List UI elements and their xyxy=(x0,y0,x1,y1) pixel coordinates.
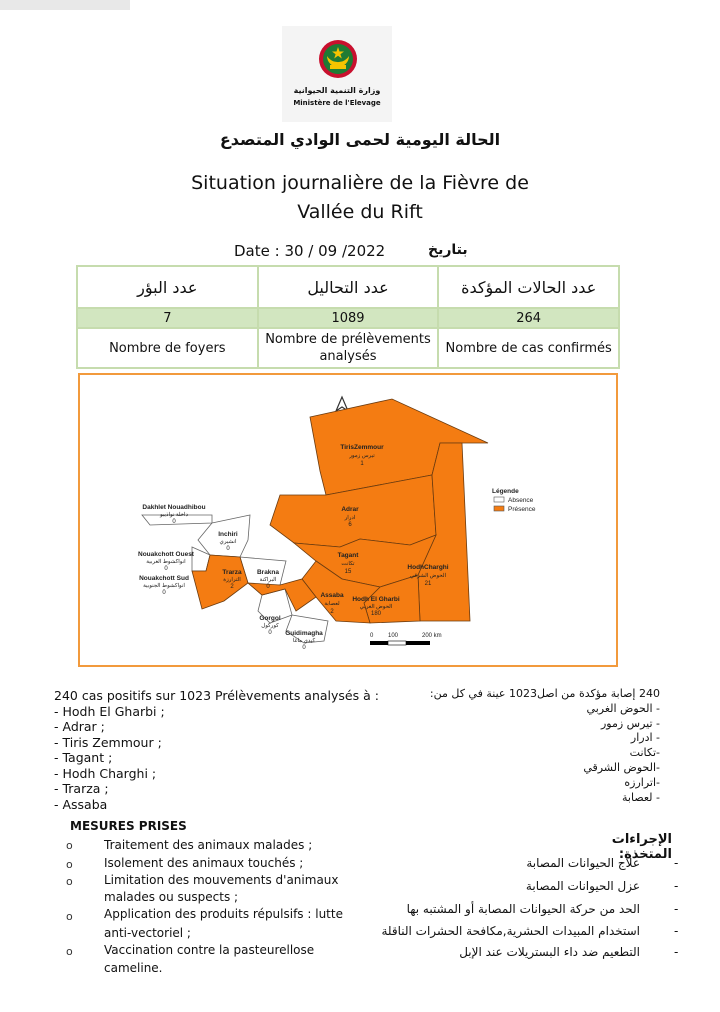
measure-fr-item: Isolement des animaux touchés ; xyxy=(104,856,304,870)
legend-title: Légende xyxy=(492,488,519,495)
cases-label-fr: Nombre de cas confirmés xyxy=(438,328,619,368)
map-label-tagant-val: 15 xyxy=(344,569,352,575)
map-label-tiris-val: 1 xyxy=(360,461,364,467)
summary-fr-item: - Trarza ; xyxy=(54,781,109,796)
stats-labels-row xyxy=(77,328,619,368)
summary-fr-item: - Tiris Zemmour ; xyxy=(54,734,162,750)
map-label-inchiri-ar: انشيري xyxy=(219,539,237,545)
analyses-value: 1089 xyxy=(258,308,439,328)
legend-presence-label: Présence xyxy=(508,506,536,513)
map-label-inchiri: Inchiri xyxy=(218,531,238,538)
map-label-nkc-sud: Nouakchott Sud xyxy=(139,575,189,582)
measure-fr-item: Traitement des animaux malades ; xyxy=(104,838,313,852)
page-title-ar: الحالة اليومية لحمى الوادي المتصدع xyxy=(219,130,501,149)
map-label-gorgol-val: 0 xyxy=(268,630,272,636)
map-label-nkc-ouest: Nouakchott Ouest xyxy=(138,551,194,558)
ministry-name-ar: وزارة التنمية الحيوانية xyxy=(293,86,381,95)
measure-ar-item: استخدام المبيدات الحشرية,مكافحة الحشرات الناقلة xyxy=(381,924,640,938)
map-label-dakhlet: Dakhlet Nouadhibou xyxy=(142,504,206,511)
map-label-brakna: Brakna xyxy=(256,569,280,576)
dash-icon: - xyxy=(674,879,679,893)
measure-fr-item: anti-vectoriel ; xyxy=(104,926,191,940)
summary-ar-intro: 240 إصابة مؤكدة من اصل1023 عينة في كل من: xyxy=(429,687,660,700)
bullet-icon: o xyxy=(66,945,73,958)
foyers-label-fr: Nombre de foyers xyxy=(77,328,258,368)
bullet-icon: o xyxy=(66,875,73,888)
map-label-hodh-charghi-ar: الحوض الشرقي xyxy=(409,573,447,579)
measure-fr-item: cameline. xyxy=(104,961,163,975)
map-label-nkc-sud-ar: انواكشوط الجنوبية xyxy=(143,583,185,589)
measure-fr-item: Limitation des mouvements d'animaux xyxy=(104,873,339,887)
dash-icon: - xyxy=(674,902,679,916)
summary-ar-item: - ادرار xyxy=(630,731,660,745)
map-legend xyxy=(492,488,536,513)
measure-ar-item: علاج الحيوانات المصابة xyxy=(526,856,640,870)
page-title-fr-line1: Situation journalière de la Fièvre de xyxy=(191,172,529,194)
summary-fr-item: - Adrar ; xyxy=(54,719,105,734)
measure-fr-item: Vaccination contre la pasteurellose xyxy=(104,943,315,957)
presence-regions xyxy=(192,399,488,623)
dash-icon: - xyxy=(674,856,679,870)
summary-fr-item: - Hodh Charghi ; xyxy=(54,765,157,781)
cases-header-ar: عدد الحالات المؤكدة xyxy=(438,266,619,308)
map-label-tagant-ar: تكانت xyxy=(341,561,355,567)
map-label-tagant: Tagant xyxy=(337,552,359,559)
map-label-tiris-ar: تيرس زمور xyxy=(349,453,375,459)
map-label-dakhlet-val: 0 xyxy=(172,519,176,525)
map-label-trarza-ar: الترارزة xyxy=(223,577,241,583)
summary-fr-item: - Assaba xyxy=(54,796,108,812)
measure-fr-item: Application des produits répulsifs : lutte xyxy=(104,907,343,921)
map-label-adrar-val: 6 xyxy=(348,522,352,528)
report-date-ar-label: بتاريخ xyxy=(428,242,468,258)
map-label-guidimagha-val: 0 xyxy=(302,645,306,651)
stats-values-row xyxy=(77,308,619,328)
summary-ar xyxy=(410,687,660,805)
measures-ar-title: الإجراءات المتخذة: xyxy=(611,832,672,862)
map-label-brakna-val: 0 xyxy=(266,584,270,590)
map-label-hodh-gharbi-ar: الحوض الغربي xyxy=(359,604,393,610)
stats-table xyxy=(76,265,620,369)
map-label-nkc-sud-val: 0 xyxy=(162,590,166,596)
bullet-icon: o xyxy=(66,839,73,852)
summary-ar-item: - لعصابة xyxy=(622,790,660,804)
map-label-nkc-ouest-ar: انواكشوط الغربية xyxy=(146,559,186,565)
map-label-assaba-ar: لعصابة xyxy=(324,601,340,607)
dash-icon: - xyxy=(674,924,679,938)
map-label-hodh-gharbi: Hodh El Gharbi xyxy=(352,596,400,603)
bullet-icon: o xyxy=(66,858,73,871)
analyses-header-ar: عدد التحاليل xyxy=(258,266,439,308)
map-label-guidimagha: Guidimagha xyxy=(285,630,323,637)
dash-icon: - xyxy=(674,945,679,959)
measure-ar-item: عزل الحيوانات المصابة xyxy=(525,879,640,893)
mauritania-map xyxy=(80,375,616,665)
map-label-hodh-charghi-val: 21 xyxy=(424,581,432,587)
scale-label-0: 0 xyxy=(370,633,374,639)
summary-fr xyxy=(54,688,379,812)
summary-ar-item: -اترارزه xyxy=(624,775,660,789)
map-label-hodh-charghi: HodhCharghi xyxy=(407,564,449,571)
map-label-tiris: TirisZemmour xyxy=(340,444,384,451)
summary-fr-item: - Hodh El Gharbi ; xyxy=(54,703,165,719)
stats-header-row xyxy=(77,266,619,308)
measure-ar-item: الحد من حركة الحيوانات المصابة أو المشتبه بها xyxy=(406,902,640,916)
summary-ar-item: - الحوض الغربي xyxy=(586,701,660,715)
map-label-assaba: Assaba xyxy=(320,592,344,599)
scale-label-100: 100 xyxy=(388,633,399,639)
summary-fr-item: - Tagant ; xyxy=(54,750,113,765)
measures-fr-title: MESURES PRISES xyxy=(70,819,187,833)
ministry-emblem-icon xyxy=(318,38,358,80)
legend-absence-label: Absence xyxy=(508,497,534,504)
map-label-assaba-val: 2 xyxy=(330,609,334,615)
legend-presence-swatch xyxy=(494,506,504,511)
bullet-icon: o xyxy=(66,910,73,923)
map-label-gorgol-ar: كوركول xyxy=(261,623,279,629)
map-label-trarza: Trarza xyxy=(222,569,242,576)
summary-fr-intro: 240 cas positifs sur 1023 Prélèvements analysés à : xyxy=(54,688,379,703)
analyses-label-fr: Nombre de prélèvements analysés xyxy=(258,328,439,368)
cases-value: 264 xyxy=(438,308,619,328)
map-label-guidimagha-ar: كيدي ماغا xyxy=(292,638,316,644)
report-date: Date : 30 / 09 /2022 xyxy=(234,242,386,260)
ministry-name-fr: Ministère de l'Elevage xyxy=(293,99,381,107)
top-bar xyxy=(0,0,130,10)
map-label-brakna-ar: البراكنة xyxy=(259,577,277,583)
scale-label-200: 200 km xyxy=(422,633,442,639)
map-label-gorgol: Gorgol xyxy=(259,615,281,622)
map-scale-bar xyxy=(370,633,442,645)
measure-ar-item: التطعيم ضد داء البستريلات عند الإبل xyxy=(459,945,640,959)
summary-ar-item: - تيرس زمور xyxy=(600,716,660,730)
measure-fr-item: malades ou suspects ; xyxy=(104,890,239,904)
map-label-adrar-ar: ادرار xyxy=(344,515,356,521)
summary-ar-item: -الحوض الشرقي xyxy=(583,760,660,774)
map-label-trarza-val: 2 xyxy=(230,584,234,590)
map-label-adrar: Adrar xyxy=(341,506,359,513)
foyers-value: 7 xyxy=(77,308,258,328)
map-label-nkc-ouest-val: 0 xyxy=(164,566,168,572)
summary-ar-item: -تكانت xyxy=(629,746,660,760)
foyers-header-ar: عدد البؤر xyxy=(77,266,258,308)
page-title-fr-line2: Vallée du Rift xyxy=(297,201,423,223)
map-label-hodh-gharbi-val: 180 xyxy=(370,611,382,617)
map-label-dakhlet-ar: داخلة نواذيبو xyxy=(159,512,189,518)
legend-absence-swatch xyxy=(494,497,504,502)
map-label-inchiri-val: 0 xyxy=(226,546,230,552)
